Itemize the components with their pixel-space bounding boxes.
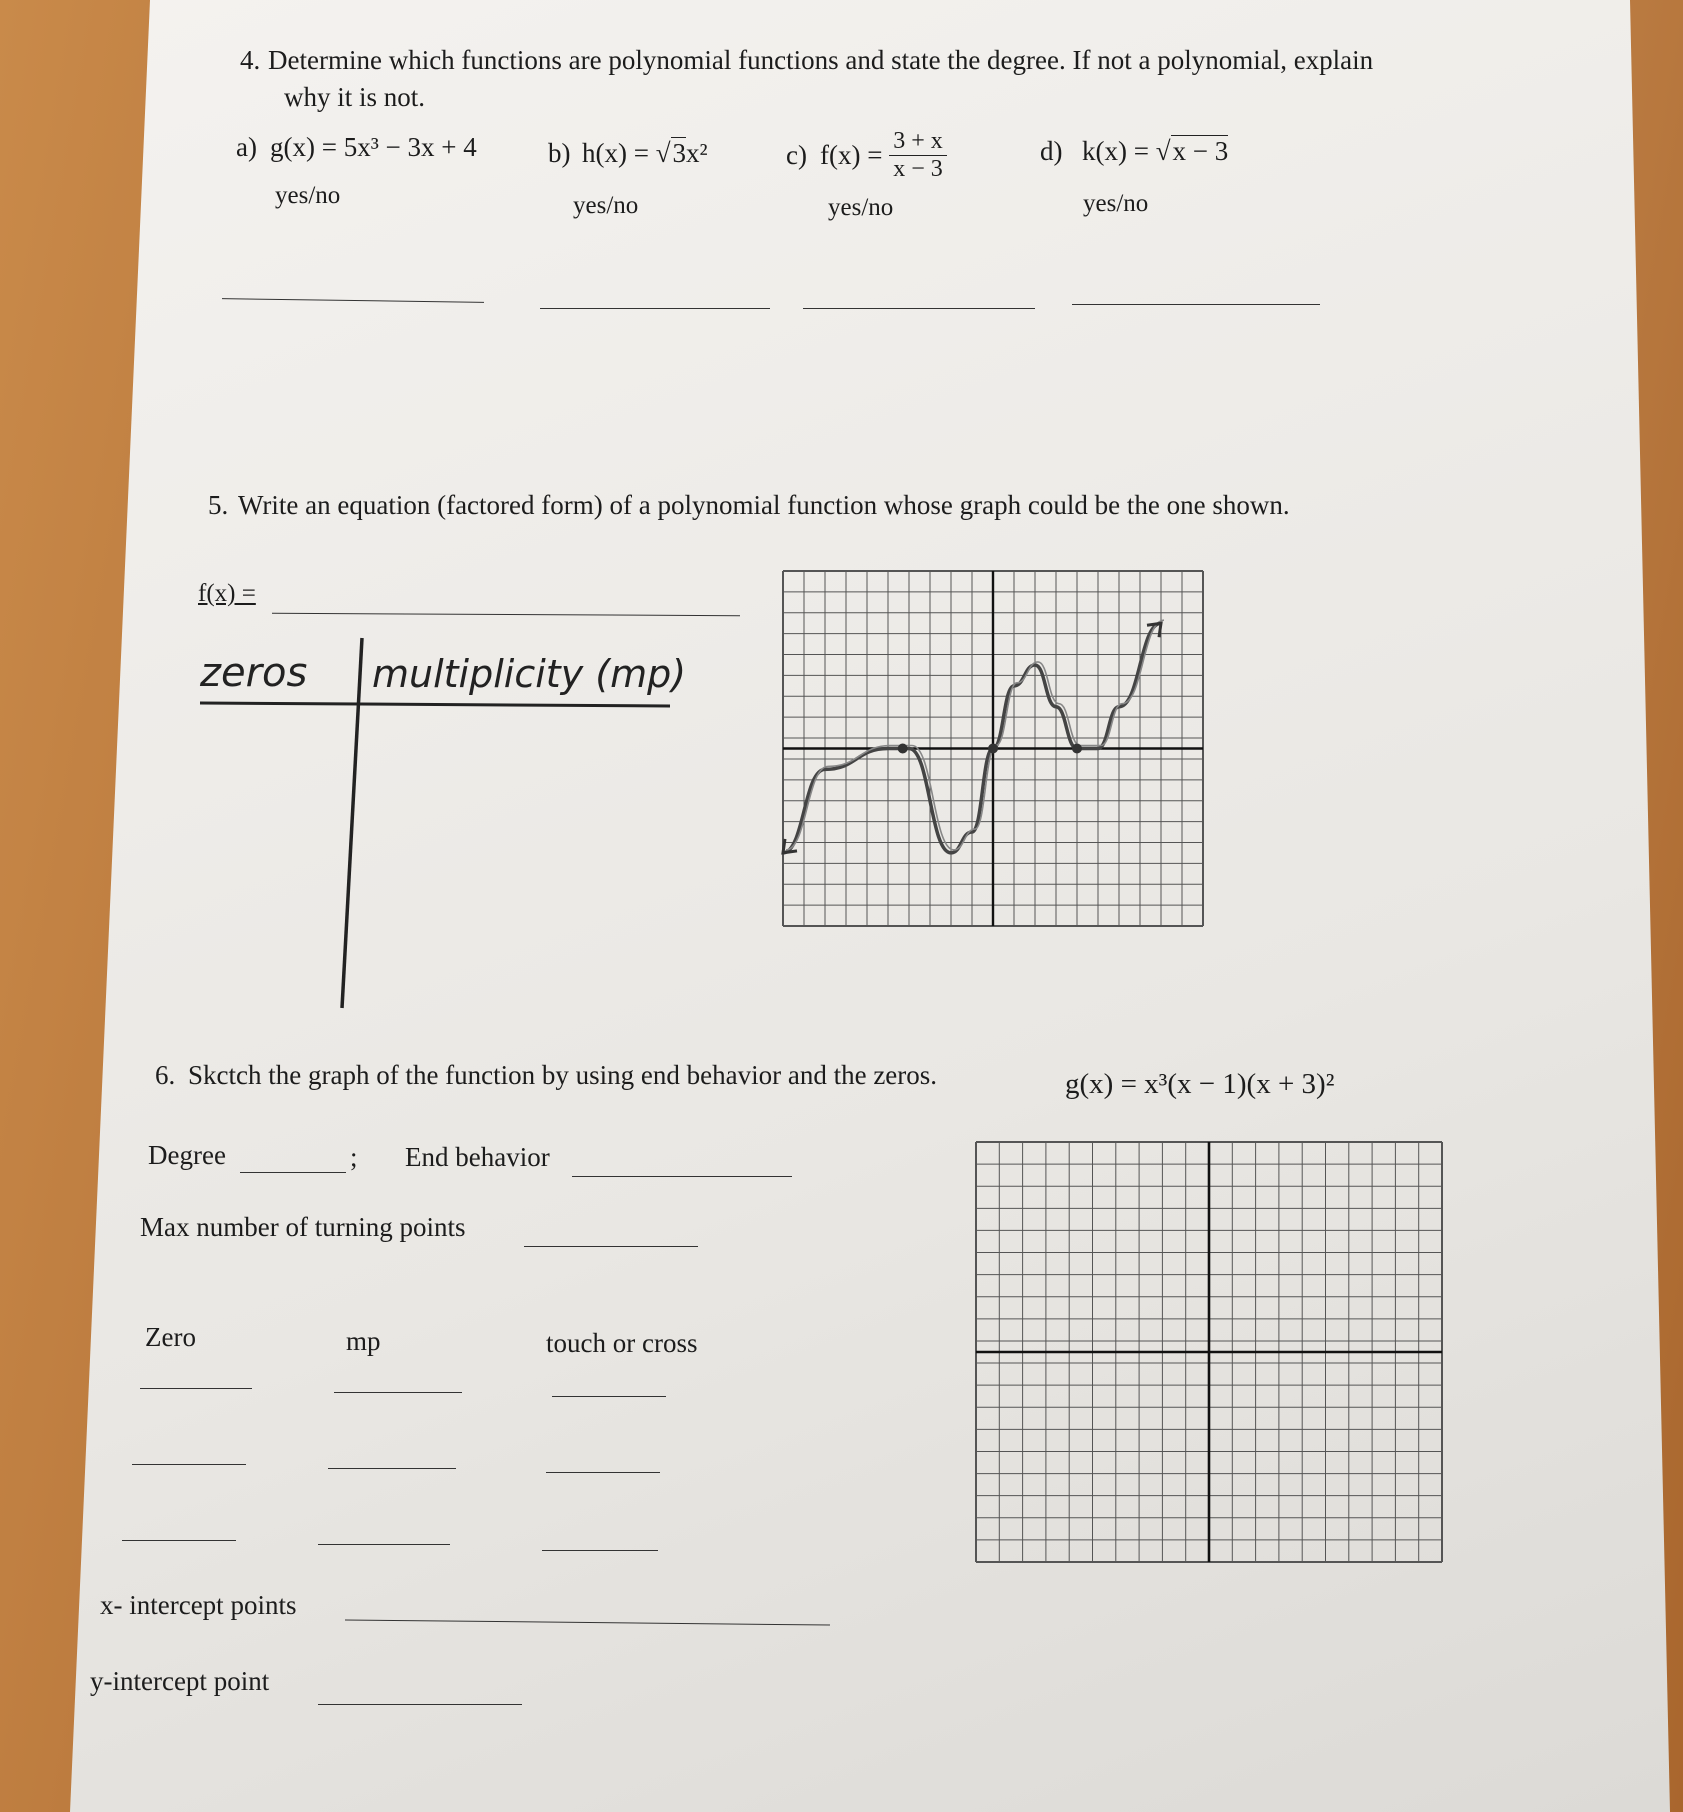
zero-line-1[interactable] xyxy=(140,1388,252,1389)
touch-cross-line-1[interactable] xyxy=(552,1396,666,1397)
q4c-expression: f(x) = $\frac{3 + x}{x - 3}$ xyxy=(820,128,947,183)
y-intercept-answer-line[interactable] xyxy=(318,1704,522,1705)
zero-point-mark xyxy=(898,744,908,754)
touch-cross-line-3[interactable] xyxy=(542,1550,658,1551)
touch-cross-column-header: touch or cross xyxy=(546,1328,698,1358)
mp-line-2[interactable] xyxy=(328,1468,456,1469)
mp-line-1[interactable] xyxy=(334,1392,462,1393)
degree-label: Degree xyxy=(148,1140,226,1170)
degree-answer-line[interactable] xyxy=(240,1172,346,1173)
q6-blank-graph[interactable] xyxy=(972,1138,1448,1568)
zero-column-header: Zero xyxy=(145,1322,196,1352)
q4a-yes-no: yes/no xyxy=(275,182,341,209)
q4-number: 4. xyxy=(240,45,261,75)
zero-point-mark xyxy=(988,744,998,754)
q4a-expression: g(x) = 5x³ − 3x + 4 xyxy=(270,132,477,162)
q4d-yes-no: yes/no xyxy=(1083,190,1149,217)
q5-graph xyxy=(775,565,1215,935)
q4c-answer-line[interactable] xyxy=(803,308,1035,309)
q4b-yes-no: yes/no xyxy=(573,192,639,219)
zeros-header: zeros xyxy=(200,650,308,696)
q6-number: 6. xyxy=(155,1060,176,1090)
q4d-label: d) xyxy=(1040,136,1063,166)
q4c-label: c) xyxy=(786,140,807,170)
touch-cross-line-2[interactable] xyxy=(546,1472,660,1473)
q5-prompt: Write an equation (factored form) of a polynomial function whose graph could be the one shown. xyxy=(238,490,1290,520)
mp-column-header: mp xyxy=(346,1326,381,1356)
zero-line-2[interactable] xyxy=(132,1464,246,1465)
zero-line-3[interactable] xyxy=(122,1540,236,1541)
x-intercepts-label: x- intercept points xyxy=(100,1590,297,1620)
q4b-label: b) xyxy=(548,138,571,168)
mp-line-3[interactable] xyxy=(318,1544,450,1545)
q4b-answer-line[interactable] xyxy=(540,308,770,309)
zero-point-mark xyxy=(1072,744,1082,754)
zeros-table-lines xyxy=(190,630,680,1010)
max-turning-points-answer-line[interactable] xyxy=(524,1246,698,1247)
multiplicity-header: multiplicity (mp) xyxy=(372,652,687,696)
degree-semicolon: ; xyxy=(350,1142,358,1172)
q4-prompt-continued: why it is not. xyxy=(284,82,426,112)
y-intercept-label: y-intercept point xyxy=(90,1666,270,1696)
end-behavior-answer-line[interactable] xyxy=(572,1176,792,1177)
q4d-answer-line[interactable] xyxy=(1072,304,1320,305)
q4a-label: a) xyxy=(236,132,257,162)
end-behavior-label: End behavior xyxy=(405,1142,550,1172)
q5-fx-label: f(x) = xyxy=(198,580,256,607)
q4d-expression: k(x) = √x − 3 xyxy=(1082,136,1229,166)
q4c-yes-no: yes/no xyxy=(828,194,894,221)
q6-function: g(x) = x³(x − 1)(x + 3)² xyxy=(1065,1068,1335,1100)
q4-prompt: Determine which functions are polynomial functions and state the degree. If not a polynomial, explain xyxy=(268,45,1374,75)
q5-number: 5. xyxy=(208,490,229,520)
max-turning-points-label: Max number of turning points xyxy=(140,1212,466,1242)
q6-prompt: Skctch the graph of the function by using end behavior and the zeros. xyxy=(188,1060,938,1090)
q4b-expression: h(x) = √3x² xyxy=(582,138,708,168)
